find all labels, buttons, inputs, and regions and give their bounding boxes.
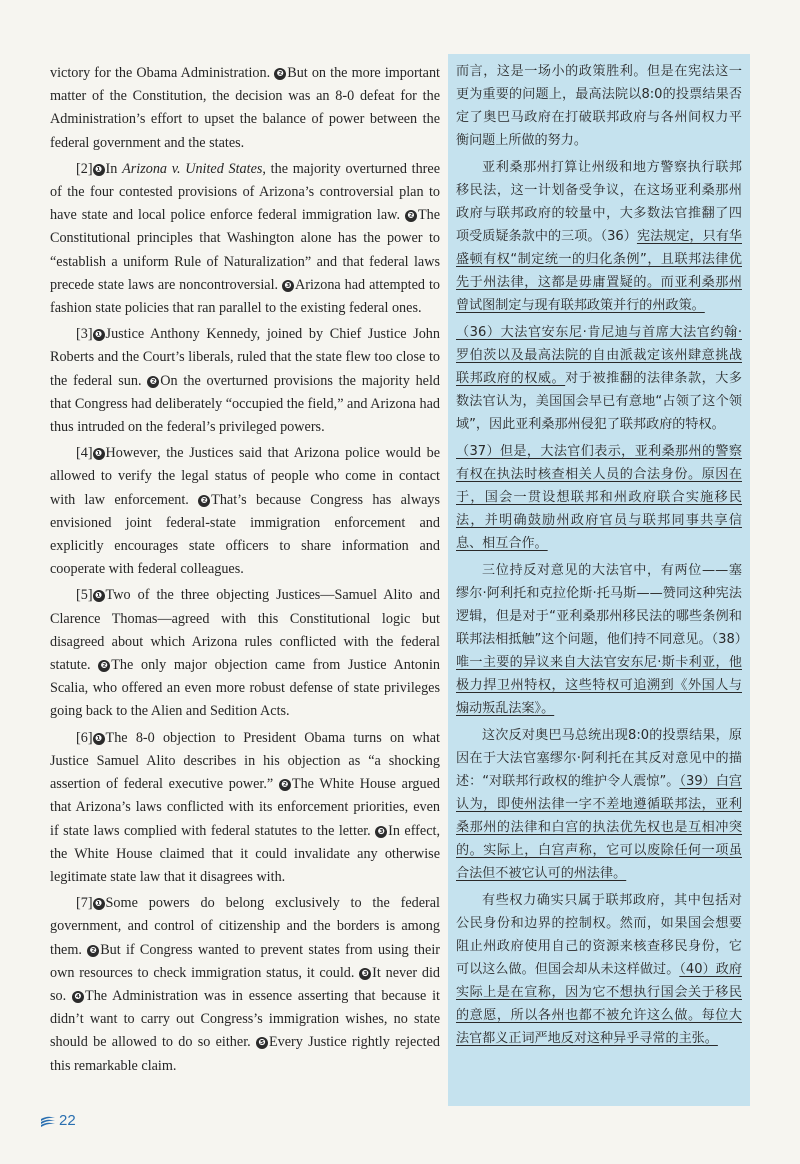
underlined-translation: 宪法规定，只有华盛顿有权“制定统一的归化条例”，且联邦法律优先于州法律，这都是毋庸置疑的。而亚利桑那州曾试图制定与现有联邦政策并行的州政策。	[456, 229, 742, 313]
paragraph-4: [4] ❶ However, the Justices said that Arizona police would be allowed to verify the legal status of people who come in contact with law enforcement. ❷ That’s because Congress has always envisioned joint federal-state immigration enforcement and explicitly encourages state officers to share information and cooperate with federal colleagues.	[50, 445, 440, 578]
paragraph-7: [7] ❶ Some powers do belong exclusively to the federal government, and control of citizenship and the borders is among them. ❷ But if Congress wanted to prevent states from using their own resources to check immigration status, it could. ❸ It never did so. ❹ The Administration was in essence asserting that because it didn’t want to carry out Congress’s immigration wishes, no state should be allowed to do so either. ❺ Every Justice rightly rejected this remarkable claim.	[50, 895, 440, 1074]
chinese-translation-panel	[448, 54, 750, 1106]
underlined-translation: （37）但是，大法官们表示，亚利桑那州的警察有权在执法时核查相关人员的合法身份。原因在于，国会一贯设想联邦和州政府联合实施移民法，并明确鼓励州政府官员与联邦同事共享信息、相互合作。	[456, 444, 742, 551]
intro-paragraph: victory for the Obama Administration. ❷ But on the more important matter of the Constitution, the decision was an 8-0 defeat for the Administration’s effort to upset the balance of power between the federal government and the states.	[50, 65, 440, 151]
page-number: 22	[59, 1112, 76, 1129]
translation-paragraph-7: 有些权力确实只属于联邦政府，其中包括对公民身份和边界的控制权。然而，如果国会想要阻止州政府使用自己的资源来核查移民身份，它可以这么做。但国会却从未这样做过。（40）政府实际上是在宣称，因为它不想执行国会关于移民的意愿，所以各州也都不被允许这么做。每位大法官都义正词严地反对这种异乎寻常的主张。	[456, 893, 742, 1046]
page-footer	[40, 1112, 76, 1129]
underlined-translation: （39）白宫认为，即使州法律一字不差地遵循联邦法，亚利桑那州的法律和白宫的执法优先权也是互相冲突的。实际上，白宫声称，它可以废除任何一项虽合法但不被它认可的州法律。	[456, 774, 742, 881]
translation-paragraph-6: 这次反对奥巴马总统出现8:0的投票结果，原因在于大法官塞缪尔·阿利托在其反对意见中的描述：“对联邦行政权的维护令人震惊”。（39）白宫认为，即使州法律一字不差地遵循联邦法，亚利桑那州的法律和白宫的执法优先权也是互相冲突的。实际上，白宫声称，它可以废除任何一项虽合法但不被它认可的州法律。	[456, 728, 742, 881]
underlined-translation: （36）大法官安东尼·肯尼迪与首席大法官约翰·罗伯茨以及最高法院的自由派裁定该州肆意挑战联邦政府的权威。	[456, 325, 742, 386]
sentence: In Arizona v. United States, the majority overturned three of the four contested provisions of Arizona’s controversial plan to have state and local police enforce federal immigration law.	[50, 160, 440, 224]
underlined-translation: （40）政府实际上是在宣称，因为它不想执行国会关于移民的意愿，所以各州也都不被允许这么做。每位大法官都义正词严地反对这种异乎寻常的主张。	[456, 962, 742, 1046]
paragraph-3: [3] ❶ Justice Anthony Kennedy, joined by Chief Justice John Roberts and the Court’s liberals, ruled that the state flew too close to the federal sun. ❷ On the overturned provisions the majority held that Congress had deliberately “occupied the field,” and Arizona had thus intruded on the federal’s privileged powers.	[50, 326, 441, 436]
paragraph-2: [2] ❶ In Arizona v. United States, the majority overturned three of the four contested provisions of Arizona’s controversial plan to have state and local police enforce federal immigration law. ❷ The Constitutional principles that Washington alone has the power to “establish a uniform Rule of Naturalization” and that federal laws precede state laws are noncontroversial. ❸ Arizona had attempted to fashion state policies that ran parallel to the existing federal ones.	[50, 160, 440, 317]
publisher-logo-icon	[40, 1115, 56, 1127]
paragraph-5: [5] ❶ Two of the three objecting Justices—Samuel Alito and Clarence Thomas—agreed with this Constitutional logic but disagreed about which Arizona rules conflicted with the federal statute. ❷ The only major objection came from Justice Antonin Scalia, who offered an even more robust defense of state privileges going back to the Alien and Sedition Acts.	[50, 587, 440, 720]
translation-paragraph-5: 三位持反对意见的大法官中，有两位——塞缪尔·阿利托和克拉伦斯·托马斯——赞同这种宪法逻辑，但是对于“亚利桑那州移民法的哪些条例和联邦法相抵触”这个问题，他们持不同意见。（38）唯一主要的异议来自大法官安东尼·斯卡利亚，他极力捍卫州特权，这些特权可追溯到《外国人与煽动叛乱法案》。	[456, 563, 748, 716]
translation-paragraph-1: 而言，这是一场小的政策胜利。但是在宪法这一更为重要的问题上，最高法院以8:0的投票结果否定了奥巴马政府在打破联邦政府与各州间权力平衡问题上所做的努力。	[456, 64, 742, 148]
underlined-translation: 唯一主要的异议来自大法官安东尼·斯卡利亚，他极力捍卫州特权，这些特权可追溯到《外国人与煽动叛乱法案》。	[456, 655, 742, 716]
translation-paragraph-3: （36）大法官安东尼·肯尼迪与首席大法官约翰·罗伯茨以及最高法院的自由派裁定该州肆意挑战联邦政府的权威。对于被推翻的法律条款，大多数法官认为，美国国会早已有意地“占领了这个领域”，因此亚利桑那州侵犯了联邦政府的特权。	[456, 325, 743, 432]
paragraph-6: [6] ❶ The 8-0 objection to President Obama turns on what Justice Samuel Alito describes in his objection as “a shocking assertion of federal executive power.” ❷ The White House argued that Arizona’s laws conflicted with its enforcement priorities, even if state laws complied with federal statutes to the letter. ❸ In effect, the White House claimed that it could invalidate any otherwise legitimate state law that it disagrees with.	[50, 729, 441, 885]
translation-paragraph-4	[456, 440, 742, 555]
sentence-number: ❷	[274, 68, 286, 80]
english-passage	[50, 62, 440, 1078]
translation-paragraph-2: 亚利桑那州打算让州级和地方警察执行联邦移民法，这一计划备受争议，在这场亚利桑那州政府与联邦政府的较量中，大多数法官推翻了四项受质疑条款中的三项。（36）宪法规定，只有华盛顿有权“制定统一的归化条例”，且联邦法律优先于州法律，这都是毋庸置疑的。而亚利桑那州曾试图制定与现有联邦政策并行的州政策。	[456, 160, 742, 313]
